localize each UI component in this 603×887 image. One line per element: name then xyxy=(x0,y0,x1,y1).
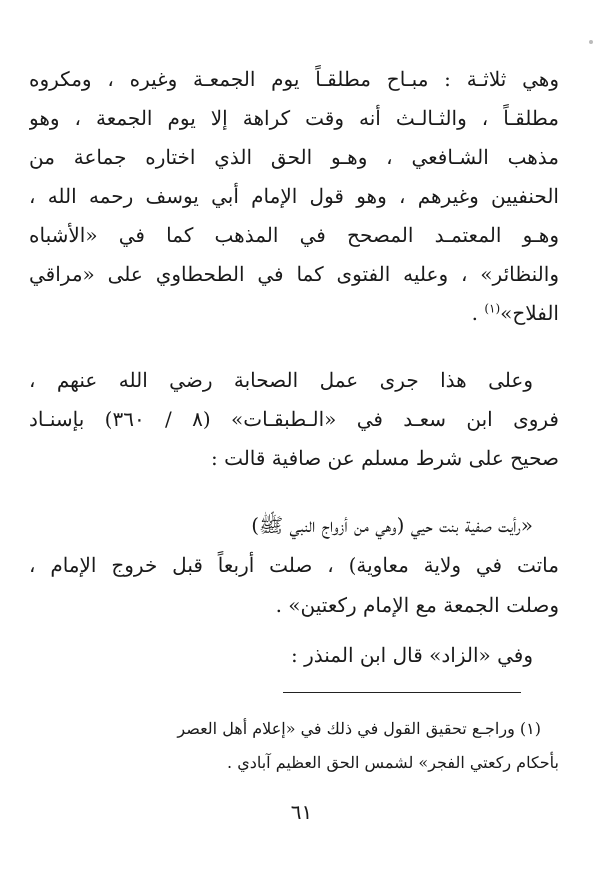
text-line-last xyxy=(29,294,559,333)
page-number: ٦١ xyxy=(290,800,313,824)
quote-paragraph xyxy=(29,505,559,625)
text-line: الحنفيين وغيرهم ، وهو قول الإمام أبي يوسف رحمه الله ، xyxy=(29,184,559,208)
footnote-divider xyxy=(283,692,521,693)
text-line: والنظائر» ، وعليه الفتوى كما في الطحطاوي على «مراقي xyxy=(29,262,559,286)
footnote xyxy=(29,712,559,780)
text-line: فروى ابن سعـد في «الـطبقـات» (٨ / ٣٦٠) بإسنـاد xyxy=(29,407,559,431)
paragraph-4 xyxy=(29,635,559,675)
text-line: وهي ثلاثـة : مبـاح مطلقـاً يوم الجمعـة وغيره ، ومكروه xyxy=(29,67,559,91)
text-line: وهـو المعتمـد المصحح في المذهب كما في «الأشباه xyxy=(29,223,559,247)
scan-speck xyxy=(589,40,593,44)
text-line-content: الفلاح» xyxy=(500,301,559,325)
text-line: ماتت في ولاية معاوية) ، صلت أربعاً قبل خروج الإمام ، xyxy=(29,553,559,577)
text-line: وصلت الجمعة مع الإمام ركعتين» . xyxy=(275,593,559,617)
text-line: مطلقـاً ، والثـالـث أنه وقت كراهة إلا يوم الجمعة ، وهو xyxy=(29,106,559,130)
paragraph-1 xyxy=(29,60,559,333)
footnote-line: بأحكام ركعتي الفجر» لشمس الحق العظيم آبادي . xyxy=(227,753,559,772)
footnote-line: (١) وراجـع تحقيق القول في ذلك في «إعلام أهل العصر xyxy=(177,719,541,738)
text-line: صحيح على شرط مسلم عن صافية قالت : xyxy=(210,446,559,470)
line-end-mark: . xyxy=(471,301,485,325)
footnote-reference[interactable]: (١) xyxy=(484,301,501,316)
paragraph-2 xyxy=(29,361,559,478)
text-line: وعلى هذا جرى عمل الصحابة رضي الله عنهم ، xyxy=(29,368,533,392)
text-line: «رأيت صفية بنت حيي (وهي من أزواج النبي ﷺ) xyxy=(251,513,533,537)
text-line: وفي «الزاد» قال ابن المنذر : xyxy=(291,643,533,667)
text-line: مذهب الشـافعي ، وهـو الحق الذي اختاره جماعة من xyxy=(29,145,559,169)
